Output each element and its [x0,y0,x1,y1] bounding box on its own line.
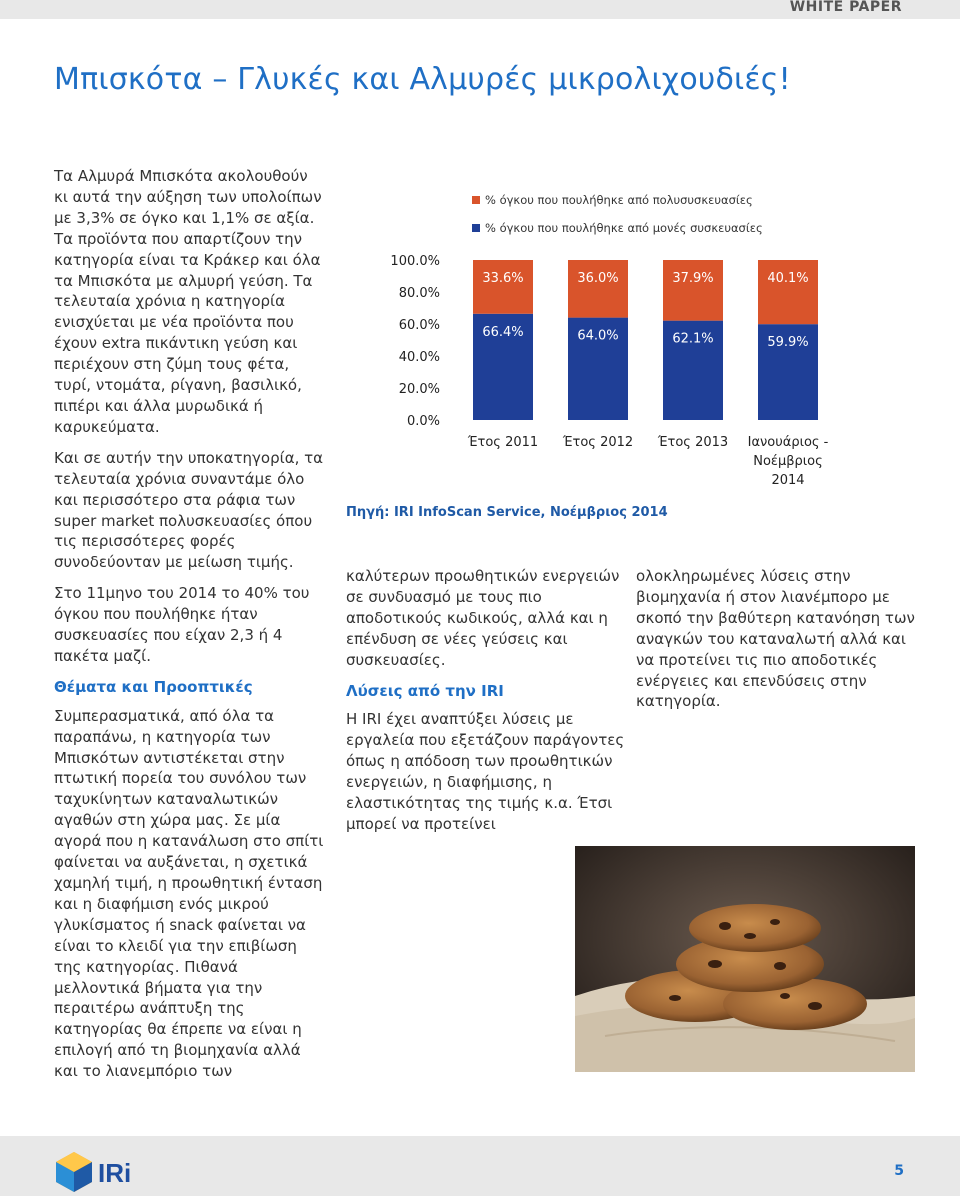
y-tick-label: 20.0% [398,382,440,397]
cookies-photo [575,846,915,1072]
x-category-label: 2014 [771,473,805,488]
data-label: 37.9% [672,271,714,286]
data-label: 33.6% [482,271,524,286]
stacked-bar-chart [360,186,850,492]
header-bar [0,0,960,19]
source-note: Πηγή: IRI InfoScan Service, Νοέμβριος 2014 [346,505,668,520]
legend-label: % όγκου που πουλήθηκε από μονές συσκευασίες [485,221,763,235]
x-category-label: Νοέμβριος [753,454,823,469]
text-column-1 [54,166,324,1092]
y-tick-label: 60.0% [398,318,440,333]
data-label: 64.0% [577,328,619,344]
footer-bar [0,1136,960,1196]
x-category-label: Έτος 2013 [657,435,729,450]
paragraph: Η IRI έχει αναπτύξει λύσεις με εργαλεία που εξετάζουν παράγοντες όπως η απόδοση των προωθητικών ενεργειών, η διαφήμισης, η ελαστικότητας της τιμής κ.α. Έτσι μπορεί να προτείνει [346,710,625,833]
y-tick-label: 80.0% [398,286,440,301]
data-label: 36.0% [577,271,619,286]
y-tick-label: 40.0% [398,350,440,365]
paragraph: Στο 11μηνο του 2014 το 40% του όγκου που πουλήθηκε ήταν συσκευασίες που είχαν 2,3 ή 4 πακέτα μαζί. [54,584,310,665]
data-label: 66.4% [482,324,524,340]
section-heading: Θέματα και Προοπτικές [54,677,253,696]
data-label: 62.1% [672,331,714,347]
x-category-label: Έτος 2011 [467,435,539,450]
iri-logo-mark [54,1150,144,1194]
section-heading: Λύσεις από την IRI [346,681,504,700]
paragraph: Τα Αλμυρά Μπισκότα ακολουθούν κι αυτά την αύξηση των υπολοίπων με 3,3% σε όγκο και 1,1% σε αξία. Τα προϊόντα που απαρτίζουν την κατηγορία είναι τα Κράκερ και όλα τα Μπισκότα με αλμυρή γεύση. Τα τελευταία χρόνια η κατηγορία ενισχύεται με νέα προϊόντα που έχουν extra πικάντικη γεύση και περιέχουν στη ζύμη τους φέτα, τυρί, ντομάτα, ρίγανη, βασιλικό, πιπέρι και άλλα μυρωδικά ή καρυκεύματα. [54,167,322,436]
legend-swatch [472,224,480,232]
logo-text: IRi [98,1158,132,1188]
paragraph: καλύτερων προωθητικών ενεργειών σε συνδυασμό με τους πιο αποδοτικούς κωδικούς, αλλά και η επένδυση σε νέες γεύσεις και συσκευασίες. [346,567,620,669]
paragraph: Συμπερασματικά, από όλα τα παραπάνω, η κατηγορία των Μπισκότων αντιστέκεται στην πτωτική πορεία του συνόλου των ταχυκίνητων καταναλωτικών αγαθών στη χώρα μας. Σε μία αγορά που η κατανάλωση στο σπίτι φαίνεται να αυξάνεται, η σχετικά χαμηλή τιμή, η προωθητική ένταση και η διαφήμιση ενός μικρού γλυκίσματος ή snack φαίνεται να είναι το κλειδί για την επιβίωση της κατηγορίας. Πιθανά μελλοντικά βήματα για την περαιτέρω ανάπτυξη της κατηγορίας θα έπρεπε να είναι η επιλογή από τη βιομηχανία αλλά και το λιανεμπόριο των [54,706,324,1081]
bar-segment-multi [473,260,533,314]
data-label: 59.9% [767,335,809,351]
text-column-3 [636,566,916,722]
bar-segment-multi [568,260,628,318]
paragraph: ολοκληρωμένες λύσεις στην βιομηχανία ή στον λιανέμπορο με σκοπό την βαθύτερη κατανόηση των αναγκών του καταναλωτή αλλά και να προτείνει τις πιο αποδοτικές ενέργειες και επενδύσεις στην κατηγορία. [636,567,915,711]
x-category-label: Έτος 2012 [562,435,634,450]
data-label: 40.1% [767,271,809,286]
paragraph: Και σε αυτήν την υποκατηγορία, τα τελευταία χρόνια συναντάμε όλο και περισσότερο στα ράφια των super market πολυσκευασίες όπου τις περισσότερες φορές συνοδεύονταν με μείωση τιμής. [54,448,324,572]
page-title: Μπισκότα – Γλυκές και Αλμυρές μικρολιχουδιές! [54,62,791,97]
y-tick-label: 100.0% [390,254,440,269]
document-type-label: WHITE PAPER [789,0,902,15]
bar-segment-multi [758,260,818,324]
page-number: 5 [894,1163,904,1179]
y-tick-label: 0.0% [406,414,440,429]
legend-swatch [472,196,480,204]
text-column-2 [346,566,626,845]
bar-segment-multi [663,260,723,321]
iri-logo [54,1150,144,1198]
legend-label: % όγκου που πουλήθηκε από πολυσυσκευασίες [485,193,753,207]
cookies-illustration [575,846,915,1072]
x-category-label: Ιανουάριος - [747,435,829,450]
